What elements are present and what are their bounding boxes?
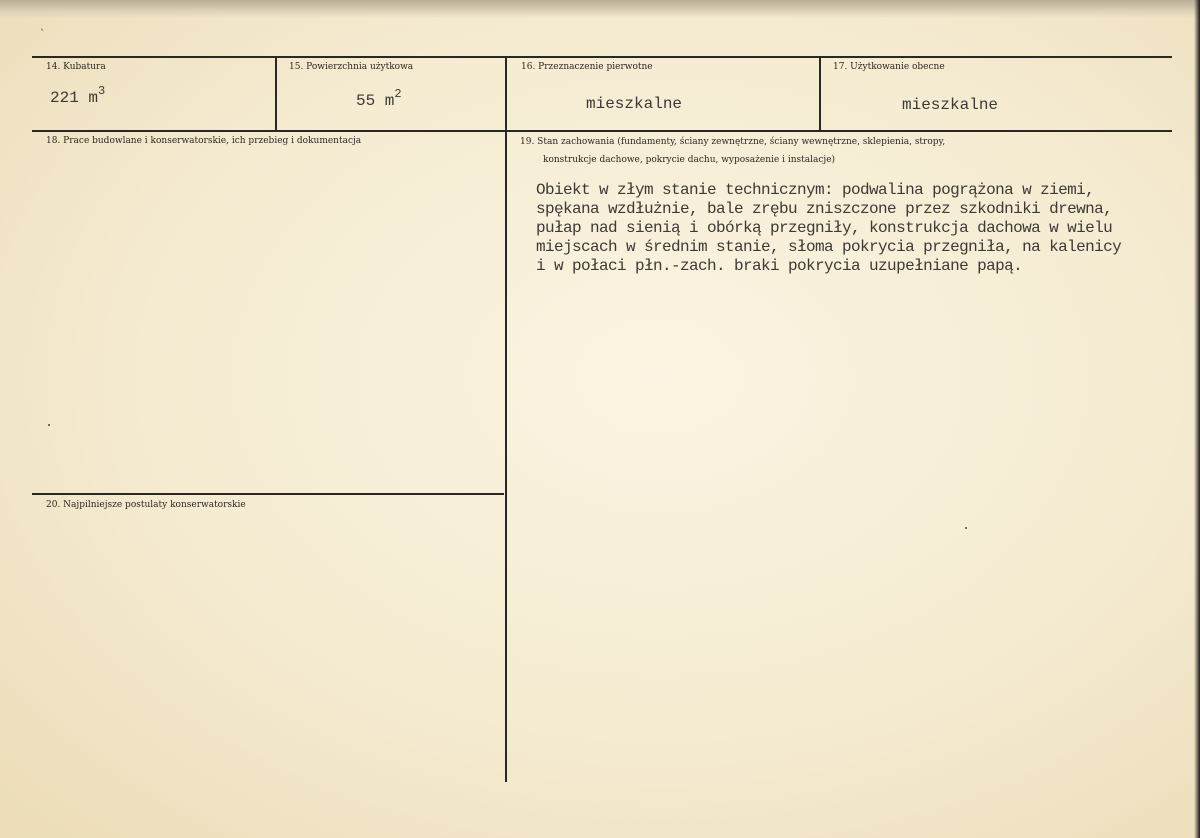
field-15-value-text: 55 m xyxy=(356,92,395,110)
field-20-label: 20. Najpilniejsze postulaty konserwatorskie xyxy=(46,500,246,510)
rule-col-c xyxy=(819,56,821,132)
field-14-label: 14. Kubatura xyxy=(46,62,106,72)
card-right-edge xyxy=(1194,0,1200,838)
field-19-label-line1: 19. Stan zachowania (fundamenty, ściany zewnętrzne, ściany wewnętrzne, sklepienia, stropy, xyxy=(520,137,946,147)
stray-dot xyxy=(965,527,967,529)
field-19-text-line: pułap nad sienią i obórką przegniły, konstrukcja dachowa w wielu xyxy=(536,219,1113,237)
field-19-label-line2: konstrukcje dachowe, pokrycie dachu, wyposażenie i instalacje) xyxy=(543,155,836,165)
card-top-edge xyxy=(0,0,1200,18)
stray-tick-mark: ˎ xyxy=(40,20,45,31)
field-16-label: 16. Przeznaczenie pierwotne xyxy=(521,62,653,72)
field-16-value: mieszkalne xyxy=(586,95,683,113)
field-17-label: 17. Użytkowanie obecne xyxy=(833,62,945,72)
field-17-value: mieszkalne xyxy=(902,96,999,114)
rule-top xyxy=(32,56,1172,58)
field-19-text-line: miejscach w średnim stanie, słoma pokrycia przegniła, na kalenicy xyxy=(536,238,1122,256)
field-15-label: 15. Powierzchnia użytkowa xyxy=(289,62,414,72)
rule-col-b xyxy=(505,56,507,782)
rule-field20-top xyxy=(32,493,504,495)
field-15-value xyxy=(356,87,402,110)
stray-dot xyxy=(48,424,50,426)
rule-row1-bottom xyxy=(32,130,1172,132)
field-19-text-line: i w połaci płn.-zach. braki pokrycia uzupełniane papą. xyxy=(536,257,1023,275)
field-14-value-text: 221 m xyxy=(50,89,99,107)
rule-col-a xyxy=(275,56,277,132)
field-15-exponent: 2 xyxy=(394,87,402,101)
field-18-label: 18. Prace budowlane i konserwatorskie, ich przebieg i dokumentacja xyxy=(46,136,362,146)
field-19-text-line: spękana wzdłużnie, bale zrębu zniszczone przez szkodniki drewna, xyxy=(536,200,1113,218)
field-14-value xyxy=(50,84,106,107)
field-19-text-line: Obiekt w złym stanie technicznym: podwalina pogrążona w ziemi, xyxy=(536,181,1095,199)
field-19-text xyxy=(536,181,1121,276)
field-14-exponent: 3 xyxy=(98,84,106,98)
